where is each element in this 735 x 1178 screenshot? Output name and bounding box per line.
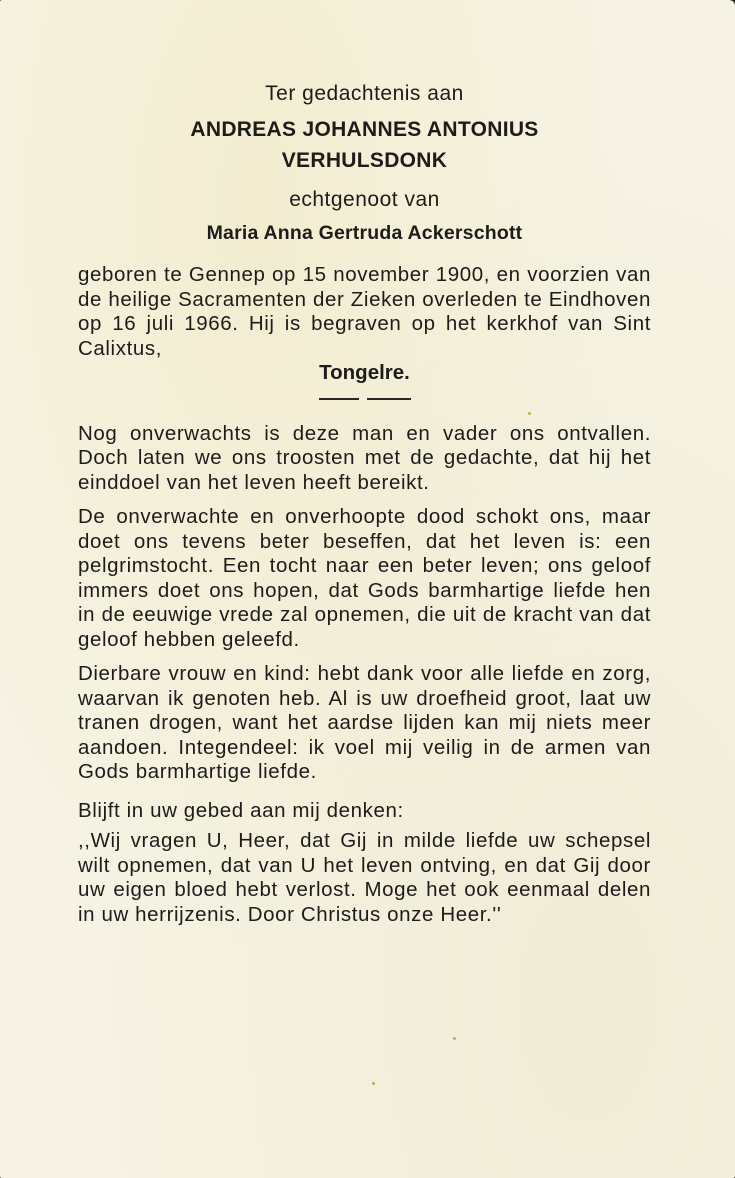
burial-place: Tongelre. [319,361,410,384]
speck-mark [453,1037,456,1040]
card-content [78,82,651,937]
biography-paragraph: geboren te Gennep op 15 november 1900, en voorzien van de heilige Sacramenten der Zieken overleden te Eindhoven op 16 juli 1966. Hij is begraven op het kerkhof van Sint Calixtus, [78,263,651,360]
prayer-intro: Blijft in uw gebed aan mij denken: [78,798,404,822]
reflection-paragraph-2: De onverwachte en onverhoopte dood schokt ons, maar doet ons tevens beter beseffen, dat het leven is: een pelgrimstocht. Een tocht naar een beter leven; ons geloof immers doet ons hopen, dat Gods barmhartige liefde hen in de eeuwige vrede zal opnemen, die uit de kracht van dat geloof hebben geleefd. [78,505,651,651]
deceased-name [78,114,651,176]
reflection-paragraph-1: Nog onverwachts is deze man en vader ons ontvallen. Doch laten we ons troosten met de gedachte, dat hij het einddoel van het leven heeft bereikt. [78,421,651,494]
speck-mark [372,1082,375,1085]
prayer-text: ,,Wij vragen U, Heer, dat Gij in milde liefde uw schepsel wilt opnemen, dat van U het leven ontving, en dat Gij door uw eigen bloed hebt verlost. Moge het ook eenmaal delen in uw herrijzenis. Door Christus onze Heer.'' [78,829,651,926]
spouse-name: Maria Anna Gertruda Ackerschott [206,222,523,244]
deceased-name-line-1: ANDREAS JOHANNES ANTONIUS [190,118,539,141]
reflection-paragraph-3: Dierbare vrouw en kind: hebt dank voor alle liefde en zorg, waarvan ik genoten heb. Al is uw droefheid groot, laat uw tranen drogen, want het aardse lijden kan mij niets meer aandoen. Integendeel: ik voel mij veilig in de armen van Gods barmhartige liefde. [78,662,651,783]
memorial-intro: Ter gedachtenis aan [265,82,464,105]
section-divider [319,398,411,400]
spouse-intro: echtgenoot van [289,188,440,211]
deceased-name-line-2: VERHULSDONK [281,149,448,172]
